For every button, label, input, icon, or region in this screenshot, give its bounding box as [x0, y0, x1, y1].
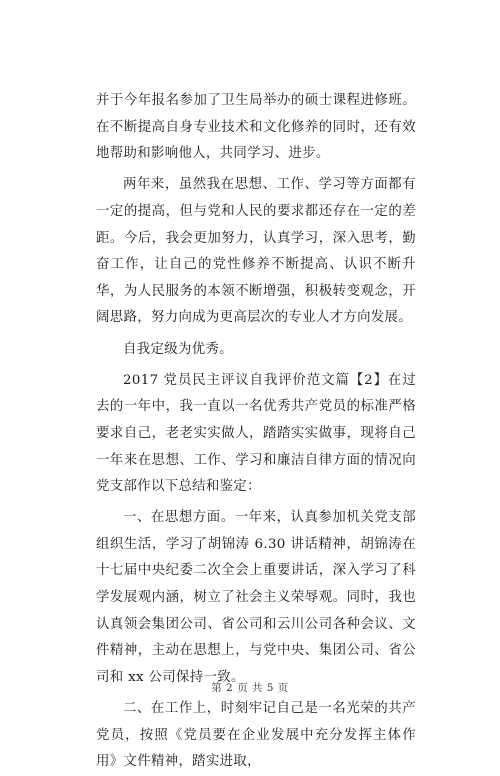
paragraph-3: 自我定级为优秀。 — [123, 341, 233, 357]
paragraph-4: 2017 党员民主评议自我评价范文篇【2】在过去的一年中，我一直以一名优秀共产党员的标准严格要求自己，老老实实做人，踏踏实实做事，现将自己一年来在思想、工作、学习和廉洁自律方面的情况向党支部作以下总结和鉴定： — [96, 372, 416, 495]
paragraph-6: 二、在工作上，时刻牢记自己是一名光荣的共产党员，按照《党员要在企业发展中充分发挥主体作用》文件精神，踏实进取， — [96, 701, 416, 770]
page-number-footer: 第 2 页 共 5 页 — [211, 682, 289, 694]
paragraph-1: 并于今年报名参加了卫生局举办的硕士课程进修班。在不断提高自身专业技术和文化修养的同时，还有效地帮助和影响他人，共同学习、进步。 — [96, 93, 416, 162]
document-body — [96, 88, 416, 776]
paragraph-2: 两年来，虽然我在思想、工作、学习等方面都有一定的提高，但与党和人民的要求都还存在一定的差距。今后，我会更加努力，认真学习，深入思考，勤奋工作，让自己的党性修养不断提高、认识不断升华，为人民服务的本领不断增强，积极转变观念，开阔思路，努力向成为更高层次的专业人才方向发展。 — [96, 177, 416, 326]
paragraph-5: 一、在思想方面。一年来，认真参加机关党支部组织生活，学习了胡锦涛 6.30 讲话精神，胡锦涛在十七届中央纪委二次全会上重要讲话，深入学习了科学发展观内涵，树立了社会主义荣辱观。同时，我也认真领会集团公司、省公司和云川公司各种会议、文件精神，主动在思想上，与党中央、集团公司、省公司和 xx 公司保持一致。 — [96, 510, 416, 685]
